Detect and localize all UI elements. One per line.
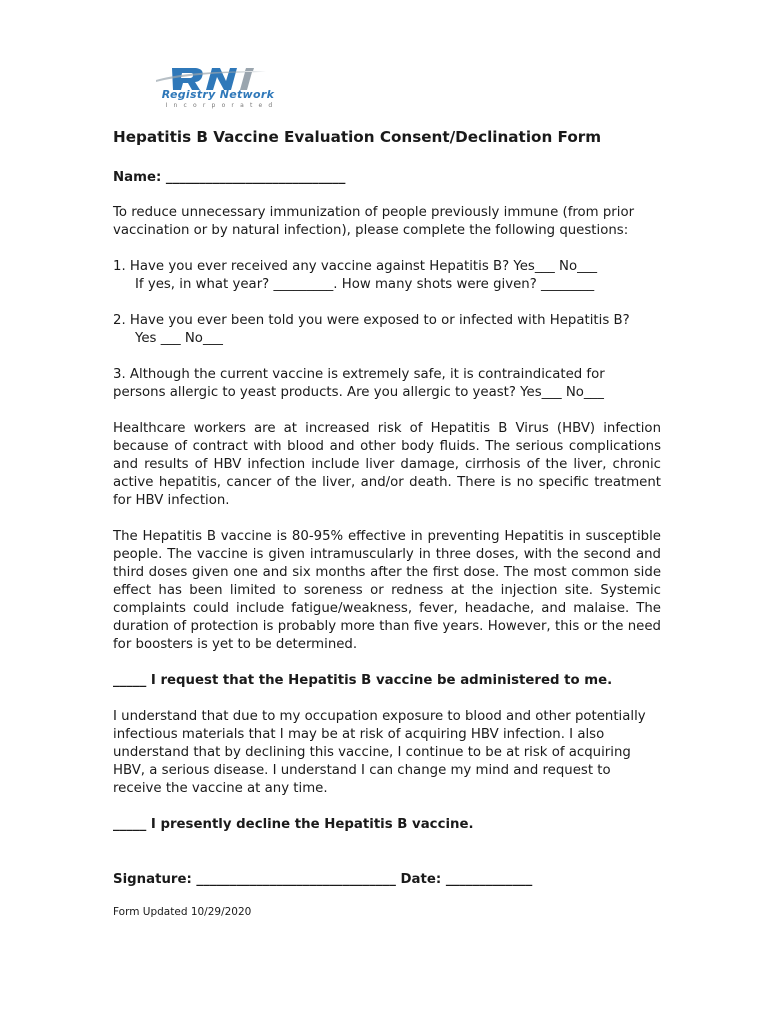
intro-line: vaccination or by natural infection), please complete the following questions:	[113, 223, 629, 238]
request-vaccine-checkbox-line[interactable]: _____ I request that the Hepatitis B vaccine be administered to me.	[113, 673, 613, 688]
risk-paragraph: Healthcare workers are at increased risk of Hepatitis B Virus (HBV) infection because of contract with blood and other body fluids. The serious complications and results of HBV infection include liver damage, cirrhosis of the liver, chronic active hepatitis, cancer of the liver, and/or death. There is no specific treatment for HBV infection.	[113, 421, 661, 508]
request-option	[113, 672, 661, 690]
logo-name: Registry Network	[161, 88, 275, 101]
question-3	[113, 366, 661, 402]
question-2-text: 2. Have you ever been told you were exposed to or infected with Hepatitis B?	[113, 313, 630, 328]
question-3-text: 3. Although the current vaccine is extremely safe, it is contraindicated for	[113, 367, 605, 382]
name-field-line	[113, 169, 661, 187]
question-3-answer[interactable]: persons allergic to yeast products. Are you allergic to yeast? Yes___ No___	[113, 385, 604, 400]
signature-date-field[interactable]: Signature: ______________________________ Date: _____________	[113, 872, 533, 887]
decline-vaccine-checkbox-line[interactable]: _____ I presently decline the Hepatitis B vaccine.	[113, 817, 474, 832]
question-2	[113, 312, 661, 348]
page-title: Hepatitis B Vaccine Evaluation Consent/Declination Form	[113, 128, 602, 146]
declination-line: I understand that due to my occupation exposure to blood and other potentially	[113, 709, 646, 724]
rni-logo-mark-icon	[138, 64, 298, 90]
vaccine-paragraph: The Hepatitis B vaccine is 80-95% effective in preventing Hepatitis in susceptible people. The vaccine is given intramuscularly in three doses, with the second and third doses given one and six months after the first dose. The most common side effect has been limited to soreness or redness at the injection site. Systemic complaints could include fatigue/weakness, fever, headache, and malaise. The duration of protection is probably more than five years. However, this or the need for boosters is yet to be determined.	[113, 529, 661, 652]
declination-line: understand that by declining this vaccine, I continue to be at risk of acquiring	[113, 745, 631, 760]
logo-tagline: Incorporated	[165, 102, 279, 109]
name-field[interactable]: Name: ___________________________	[113, 170, 346, 185]
question-2-answer[interactable]: Yes ___ No___	[135, 331, 223, 346]
question-1-text[interactable]: 1. Have you ever received any vaccine against Hepatitis B? Yes___ No___	[113, 259, 598, 274]
declination-line: HBV, a serious disease. I understand I can change my mind and request to	[113, 763, 611, 778]
question-1	[113, 258, 661, 294]
question-1-followup[interactable]: If yes, in what year? _________. How many shots were given? ________	[135, 277, 595, 292]
declination-line: receive the vaccine at any time.	[113, 781, 328, 796]
decline-option	[113, 816, 661, 834]
form-updated-footer: Form Updated 10/29/2020	[113, 906, 252, 918]
declination-paragraph	[113, 708, 661, 798]
signature-row	[113, 871, 661, 889]
declination-line: infectious materials that I may be at risk of acquiring HBV infection. I also	[113, 727, 605, 742]
intro-paragraph	[113, 204, 661, 240]
intro-line: To reduce unnecessary immunization of people previously immune (from prior	[113, 205, 635, 220]
registry-network-logo	[138, 64, 298, 110]
